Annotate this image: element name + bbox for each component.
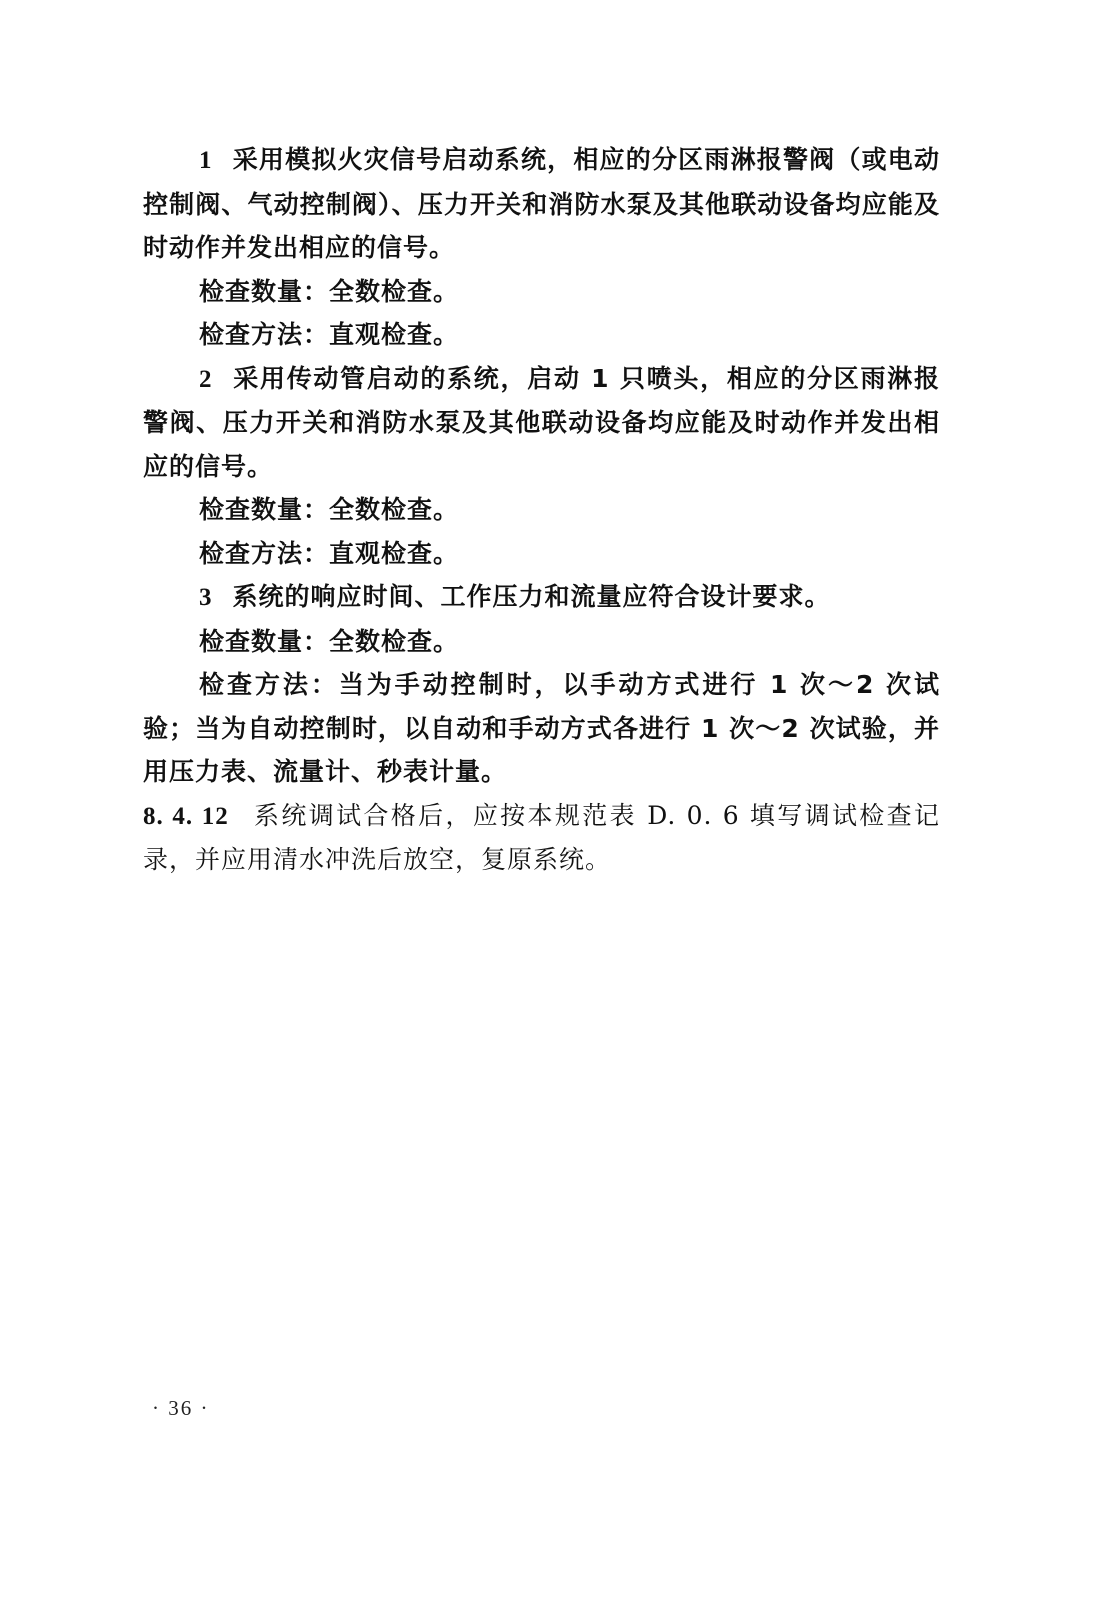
item-text: 系统的响应时间、工作压力和流量应符合设计要求。: [232, 582, 831, 611]
check-method: 检查方法：直观检查。: [199, 538, 460, 568]
clause-8-4-12: [143, 794, 940, 882]
item-3: [143, 575, 940, 620]
item-number: 1: [199, 147, 213, 174]
check-quantity: 检查数量：全数检查。: [199, 276, 460, 306]
clause-text: 系统调试合格后，应按本规范表 D. 0. 6 填写调试检查记录，并应用清水冲洗后放空，复原系统。: [143, 800, 941, 874]
item-number: 3: [199, 584, 213, 611]
item-2: [143, 357, 940, 489]
check-quantity: 检查数量：全数检查。: [199, 626, 460, 656]
item-text: 采用模拟火灾信号启动系统，相应的分区雨淋报警阀（或电动控制阀、气动控制阀）、压力开关和消防水泵及其他联动设备均应能及时动作并发出相应的信号。: [143, 145, 940, 262]
clause-number: 8. 4. 12: [143, 802, 229, 830]
check-method: 检查方法：直观检查。: [199, 320, 460, 349]
check-quantity: 检查数量：全数检查。: [199, 495, 460, 524]
item-1: [143, 138, 940, 270]
page-number: · 36 ·: [152, 1396, 210, 1420]
check-method: 检查方法：当为手动控制时，以手动方式进行 1 次～2 次试验；当为自动控制时，以自动和手动方式各进行 1 次～2 次试验，并用压力表、流量计、秒表计量。: [143, 670, 940, 786]
item-text: 采用传动管启动的系统，启动 1 只喷头，相应的分区雨淋报警阀、压力开关和消防水泵及其他联动设备均应能及时动作并发出相应的信号。: [143, 363, 940, 481]
item-number: 2: [199, 365, 213, 393]
document-body: [143, 138, 940, 882]
